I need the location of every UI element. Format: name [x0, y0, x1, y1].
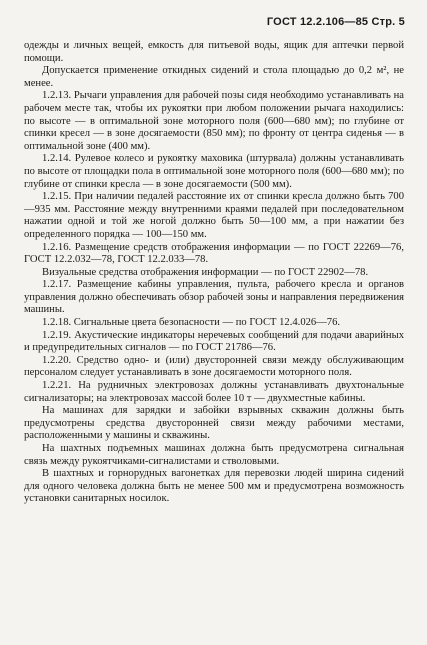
clause-1-2-17: 1.2.17. Размещение кабины управления, пульта, рабочего кресла и органов управления должно обеспечивать обзор рабочей зоны и направления передвижения машины.	[24, 279, 404, 316]
clause-1-2-14: 1.2.14. Рулевое колесо и рукоятку маховика (штурвала) должны устанавливать по высоте от площадки пола в оптимальной зоне моторного поля (600—680 мм); по глубине от спинки кресла — в зоне досягаемости (500 мм).	[24, 153, 404, 190]
clause-1-2-19: 1.2.19. Акустические индикаторы неречевых сообщений для подачи аварийных и предупредительных сигналов — по ГОСТ 21786—76.	[24, 329, 404, 354]
clause-1-2-20: 1.2.20. Средство одно- и (или) двусторонней связи между обслуживающим персоналом следует устанавливать в зоне досягаемости моторного поля.	[24, 354, 404, 379]
paragraph: На шахтных подъемных машинах должна быть предусмотрена сигнальная связь между рукоятчиками-сигналистами и стволовыми.	[24, 443, 404, 467]
paragraph: В шахтных и горнорудных вагонетках для перевозки людей ширина сидений для одного человека должна быть не менее 500 мм и предусмотрена возможность установки санитарных носилок.	[24, 468, 404, 505]
paragraph: одежды и личных вещей, емкость для питьевой воды, ящик для аптечки первой помощи.	[24, 40, 404, 64]
clause-1-2-15: 1.2.15. При наличии педалей расстояние их от спинки кресла должно быть 700—935 мм. Расстояние между внутренними краями педалей при последовательном нажатии одной и той же ногой должно быть 50—100 мм, а при нажатии без определенного порядка — 100—150 мм.	[24, 191, 404, 240]
clause-1-2-21: 1.2.21. На рудничных электровозах должны устанавливать двухтональные сигнализаторы; на электровозах массой более 10 т — двухместные кабины.	[24, 380, 404, 404]
body-text	[24, 40, 404, 506]
clause-1-2-13: 1.2.13. Рычаги управления для рабочей позы сидя необходимо устанавливать на рабочем месте так, чтобы их рукоятки при любом положении рычага находились: по высоте — в оптимальной зоне моторного поля (600—680 мм); по глубине от спинки кресел — в зоне досягаемости (850 мм); по фронту от центра сиденья — в оптимальной зоне (400 мм).	[24, 90, 404, 152]
paragraph: На машинах для зарядки и забойки взрывных скважин должны быть предусмотрены средства двусторонней связи между рабочими местами, расположенными у машины и скважины.	[24, 405, 404, 442]
clause-1-2-16: 1.2.16. Размещение средств отображения информации — по ГОСТ 22269—76, ГОСТ 12.2.032—78, ГОСТ 12.2.033—78.	[24, 241, 404, 266]
clause-1-2-18: 1.2.18. Сигнальные цвета безопасности — по ГОСТ 12.4.026—76.	[42, 317, 341, 329]
paragraph: Допускается применение откидных сидений и стола площадью до 0,2 м², не менее.	[24, 65, 404, 89]
standard-number: ГОСТ 12.2.106—85	[266, 16, 369, 28]
paragraph: Визуальные средства отображения информации — по ГОСТ 22902—78.	[42, 266, 369, 278]
page-header	[267, 16, 405, 28]
page-number: Стр. 5	[371, 16, 405, 28]
